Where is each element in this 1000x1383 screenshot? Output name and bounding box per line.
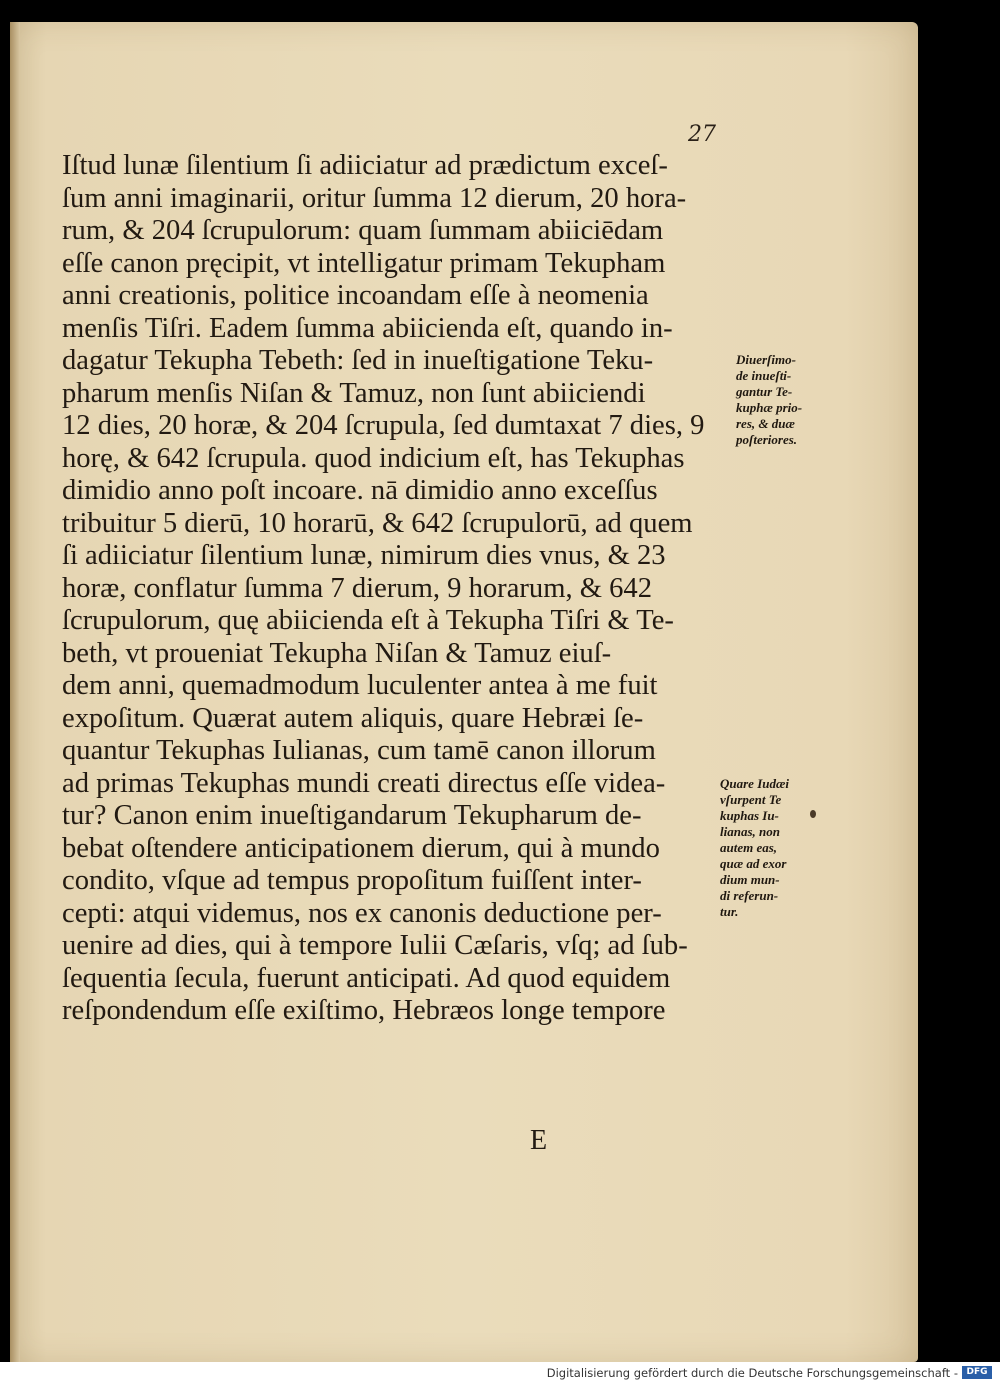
footer-credit: Digitalisierung gefördert durch die Deutsche Forschungsgemeinschaft - xyxy=(546,1366,958,1380)
dfg-logo[interactable]: DFG xyxy=(962,1366,992,1379)
ink-spot xyxy=(810,810,816,818)
marginal-note-line: quæ ad exor xyxy=(720,856,787,871)
marginal-note-tekuphae xyxy=(736,352,802,448)
marginal-note-line: di referun- xyxy=(720,888,779,903)
marginal-note-line: de inueſti- xyxy=(736,368,792,383)
text-line: dimidio anno poſt incoare. nā dimidio anno exceſſus xyxy=(62,475,658,506)
text-line: dagatur Tekupha Tebeth: ſed in inueſtigatione Teku- xyxy=(62,345,654,376)
marginal-note-line: kuphæ prio- xyxy=(736,400,803,415)
text-line: reſpondendum eſſe exiſtimo, Hebræos longe tempore xyxy=(62,995,666,1026)
text-line: ſcrupulorum, quę abiicienda eſt à Tekupha Tiſri & Te- xyxy=(62,605,674,636)
text-line: bebat oſtendere anticipationem dierum, qui à mundo xyxy=(62,832,660,864)
text-line: uenire ad dies, qui à tempore Iulii Cæſaris, vſq; ad ſub- xyxy=(62,930,688,961)
marginal-note-line: vſurpent Te xyxy=(720,792,782,807)
page-gutter xyxy=(10,22,20,1362)
text-line: horę, & 642 ſcrupula. quod indicium eſt, has Tekuphas xyxy=(62,442,685,474)
marginal-note-line: res, & duæ xyxy=(736,416,795,431)
text-line: condito, vſque ad tempus propoſitum fuiſſent inter- xyxy=(62,865,642,896)
text-line: expoſitum. Quærat autem aliquis, quare Hebræi ſe- xyxy=(62,702,644,734)
text-line: Iſtud lunæ ſilentium ſi adiiciatur ad prædictum exceſ- xyxy=(62,150,668,181)
marginal-note-line: tur. xyxy=(720,904,739,919)
marginal-note-line: dium mun- xyxy=(720,872,780,887)
text-line: 12 dies, 20 horæ, & 204 ſcrupula, ſed dumtaxat 7 dies, 9 xyxy=(62,410,705,441)
text-line: tur? Canon enim inueſtigandarum Tekupharum de- xyxy=(62,800,642,831)
text-line: menſis Tiſri. Eadem ſumma abiicienda eſt, quando in- xyxy=(62,312,673,344)
marginal-note-line: kuphas Iu- xyxy=(720,808,779,823)
text-line: rum, & 204 ſcrupulorum: quam ſummam abiiciēdam xyxy=(62,215,664,246)
page-number: 27 xyxy=(688,122,716,147)
text-line: pharum menſis Niſan & Tamuz, non ſunt abiiciendi xyxy=(62,377,646,409)
text-line: dem anni, quemadmodum luculenter antea à me fuit xyxy=(62,670,658,701)
marginal-note-line: autem eas, xyxy=(720,840,778,855)
marginal-note-line: Diuerſimo- xyxy=(736,352,796,367)
body-text xyxy=(62,150,712,1028)
marginal-note-line: Quare Iudæi xyxy=(720,776,789,791)
text-line: anni creationis, politice incoandam eſſe à neomenia xyxy=(62,280,649,311)
text-line: eſſe canon pręcipit, vt intelligatur primam Tekupham xyxy=(62,247,666,279)
text-line: horæ, conflatur ſumma 7 dierum, 9 horarum, & 642 xyxy=(62,572,653,604)
marginal-note-line: lianas, non xyxy=(720,824,780,839)
marginal-note-line: gantur Te- xyxy=(736,384,793,399)
text-line: cepti: atqui videmus, nos ex canonis deductione per- xyxy=(62,897,662,929)
marginal-note-line: poſteriores. xyxy=(736,432,798,447)
marginal-note-iulianas xyxy=(720,776,789,920)
catchword: E xyxy=(530,1125,548,1156)
text-line: ſequentia ſecula, fuerunt anticipati. Ad quod equidem xyxy=(62,962,671,994)
text-line: quantur Tekuphas Iulianas, cum tamē canon illorum xyxy=(62,735,656,766)
text-line: beth, vt proueniat Tekupha Niſan & Tamuz eiuſ- xyxy=(62,637,612,669)
text-line: ſi adiiciatur ſilentium lunæ, nimirum dies vnus, & 23 xyxy=(62,540,666,571)
text-line: ſum anni imaginarii, oritur ſumma 12 dierum, 20 hora- xyxy=(62,182,687,214)
text-line: tribuitur 5 dierū, 10 horarū, & 642 ſcrupulorū, ad quem xyxy=(62,507,693,539)
text-line: ad primas Tekuphas mundi creati directus eſſe videa- xyxy=(62,767,666,799)
